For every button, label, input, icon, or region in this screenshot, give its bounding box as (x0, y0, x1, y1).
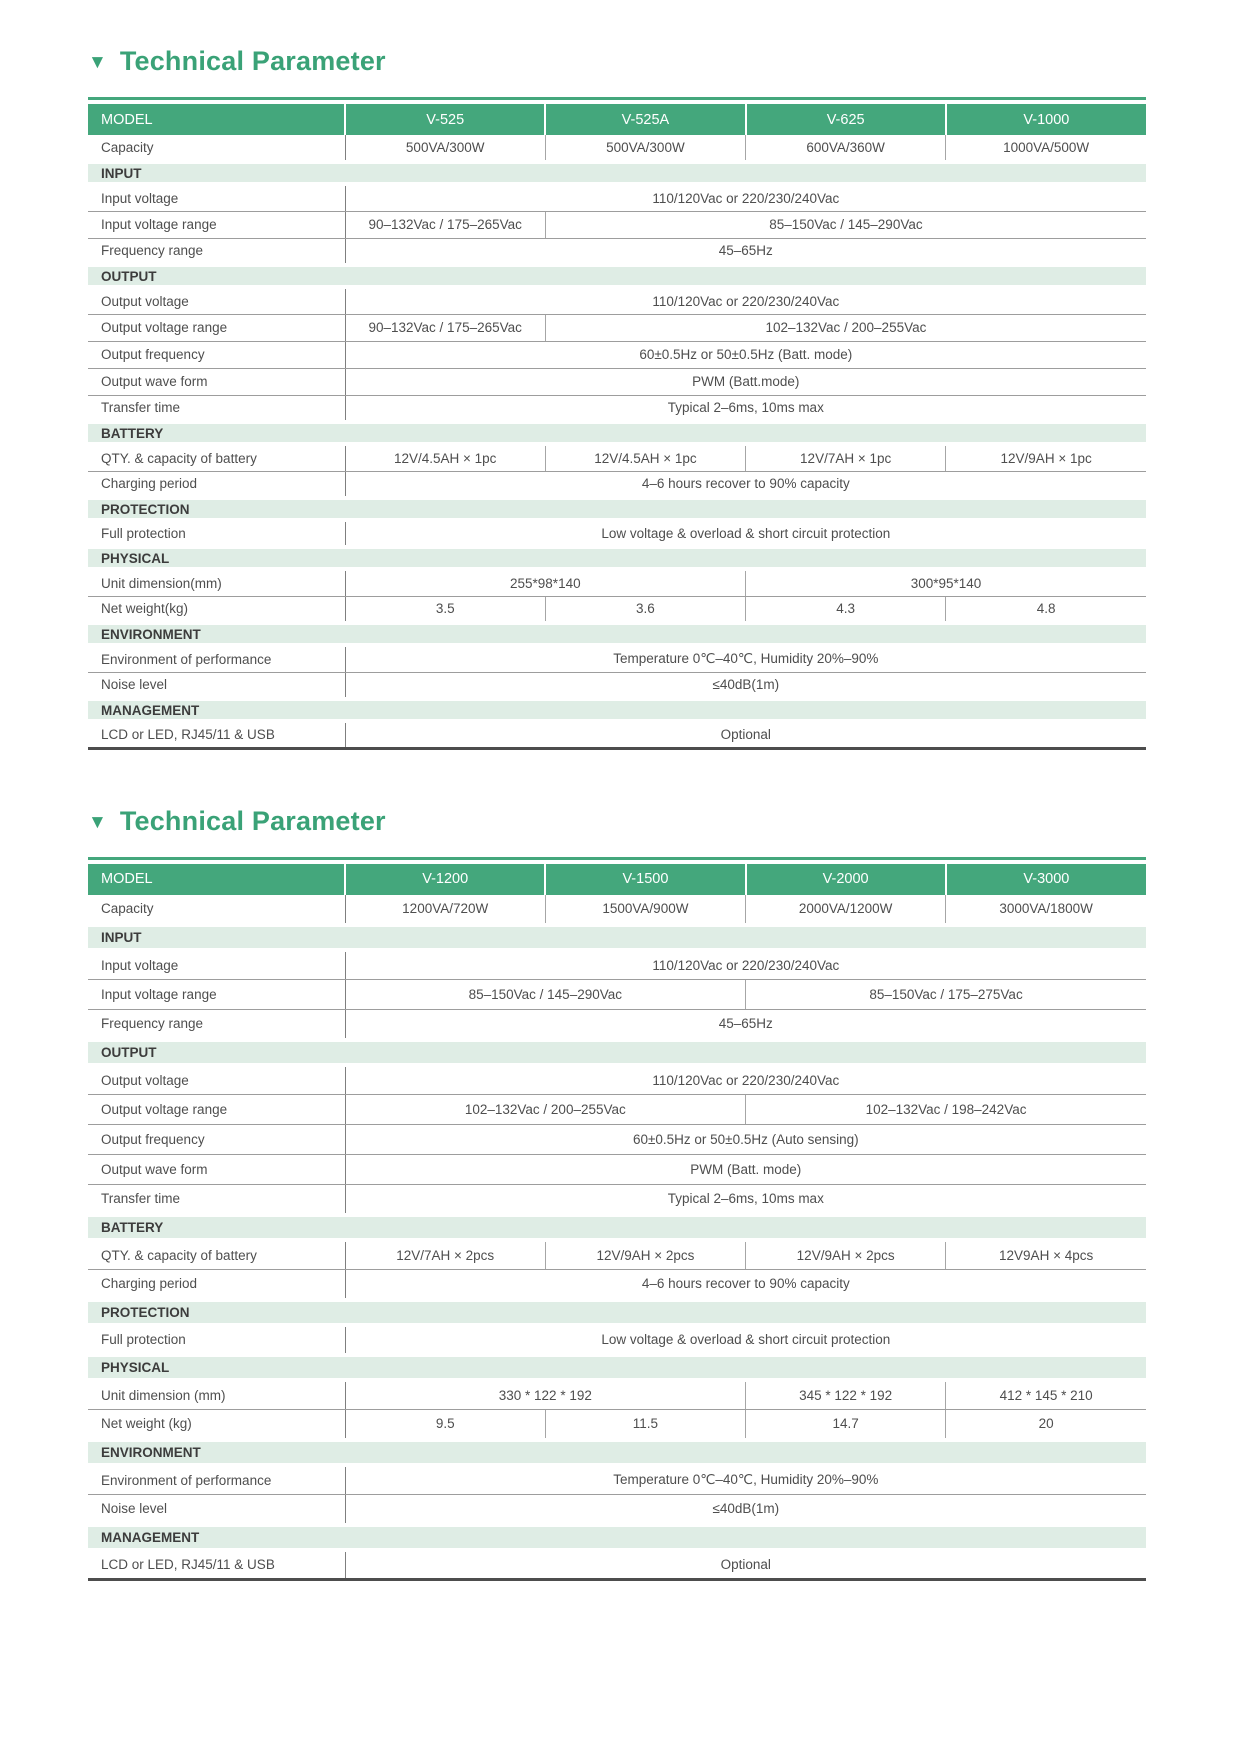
page-title-2: Technical Parameter (119, 805, 386, 836)
model-column-header: V-2000 (746, 864, 946, 895)
section-row (88, 498, 1146, 520)
section-header: MANAGEMENT (88, 699, 1146, 721)
model-column-header: V-3000 (946, 864, 1146, 895)
spec-value: 9.5 (345, 1410, 545, 1440)
spec-value: 4.3 (746, 596, 946, 623)
spec-row (88, 1065, 1146, 1095)
spec-row (88, 1095, 1146, 1125)
row-label: Environment of performance (88, 1465, 345, 1495)
spec-value: Temperature 0℃–40℃, Humidity 20%–90% (345, 1465, 1146, 1495)
spec-value: 14.7 (746, 1410, 946, 1440)
spec-row (88, 341, 1146, 368)
row-label: Input voltage (88, 950, 345, 980)
section-row (88, 623, 1146, 645)
model-column-header: V-625 (746, 104, 946, 135)
row-label: Capacity (88, 895, 345, 925)
spec-value: 110/120Vac or 220/230/240Vac (345, 184, 1146, 211)
section-heading-1 (88, 46, 1146, 77)
spec-row (88, 672, 1146, 699)
section-row (88, 265, 1146, 287)
section-heading-2 (88, 806, 1146, 837)
spec-row (88, 395, 1146, 422)
row-label: LCD or LED, RJ45/11 & USB (88, 721, 345, 748)
spec-value: 2000VA/1200W (746, 895, 946, 925)
spec-value: 3.6 (545, 596, 745, 623)
triangle-marker-icon: ▼ (88, 52, 107, 73)
spec-row (88, 444, 1146, 471)
section-header: OUTPUT (88, 1040, 1146, 1065)
spec-row (88, 135, 1146, 162)
spec-row (88, 368, 1146, 395)
spec-value: 345 * 122 * 192 (746, 1380, 946, 1410)
spec-row (88, 1240, 1146, 1270)
row-label: Net weight(kg) (88, 596, 345, 623)
row-label: QTY. & capacity of battery (88, 444, 345, 471)
row-label: Charging period (88, 471, 345, 498)
section-header: MANAGEMENT (88, 1525, 1146, 1550)
spec-value: 600VA/360W (746, 135, 946, 162)
spec-table-container-1 (88, 104, 1146, 750)
spec-row (88, 645, 1146, 672)
spec-value: 90–132Vac / 175–265Vac (345, 314, 545, 341)
spec-value: 85–150Vac / 145–290Vac (545, 211, 1146, 238)
spec-value: 3000VA/1800W (946, 895, 1146, 925)
spec-value: 12V/4.5AH × 1pc (545, 444, 745, 471)
spec-value: 110/120Vac or 220/230/240Vac (345, 287, 1146, 314)
section-header: ENVIRONMENT (88, 1440, 1146, 1465)
section-row (88, 1300, 1146, 1325)
row-label: Output voltage (88, 1065, 345, 1095)
spec-value: 300*95*140 (746, 569, 1146, 596)
spec-row (88, 1465, 1146, 1495)
row-label: LCD or LED, RJ45/11 & USB (88, 1550, 345, 1580)
model-label-header: MODEL (88, 104, 345, 135)
spec-value: 102–132Vac / 200–255Vac (345, 1095, 745, 1125)
row-label: Charging period (88, 1270, 345, 1300)
spec-value: 12V/9AH × 1pc (946, 444, 1146, 471)
spec-value: 102–132Vac / 198–242Vac (746, 1095, 1146, 1125)
spec-row (88, 314, 1146, 341)
spec-value: 12V/4.5AH × 1pc (345, 444, 545, 471)
spec-value: 11.5 (545, 1410, 745, 1440)
section-header: PROTECTION (88, 498, 1146, 520)
row-label: Output frequency (88, 1125, 345, 1155)
model-column-header: V-1200 (345, 864, 545, 895)
spec-value: 85–150Vac / 175–275Vac (746, 980, 1146, 1010)
section-header: INPUT (88, 162, 1146, 184)
spec-row (88, 1185, 1146, 1215)
spec-value: 60±0.5Hz or 50±0.5Hz (Batt. mode) (345, 341, 1146, 368)
spec-row (88, 1550, 1146, 1580)
model-column-header: V-1000 (946, 104, 1146, 135)
spec-row (88, 471, 1146, 498)
spec-value: 110/120Vac or 220/230/240Vac (345, 950, 1146, 980)
spec-row (88, 1155, 1146, 1185)
table-top-rule (88, 97, 1146, 100)
row-label: Unit dimension (mm) (88, 1380, 345, 1410)
spec-row (88, 211, 1146, 238)
row-label: Noise level (88, 672, 345, 699)
spec-row (88, 895, 1146, 925)
section-row (88, 1355, 1146, 1380)
row-label: Output wave form (88, 368, 345, 395)
spec-value: 12V/7AH × 1pc (746, 444, 946, 471)
spec-value: 12V9AH × 4pcs (946, 1240, 1146, 1270)
section-row (88, 422, 1146, 444)
spec-value: Low voltage & overload & short circuit protection (345, 1325, 1146, 1355)
model-column-header: V-525A (545, 104, 745, 135)
spec-value: 85–150Vac / 145–290Vac (345, 980, 745, 1010)
row-label: Environment of performance (88, 645, 345, 672)
spec-value: 4–6 hours recover to 90% capacity (345, 1270, 1146, 1300)
spec-value: 20 (946, 1410, 1146, 1440)
row-label: Output voltage range (88, 1095, 345, 1125)
spec-value: 45–65Hz (345, 1010, 1146, 1040)
section-header: PHYSICAL (88, 547, 1146, 569)
spec-value: 45–65Hz (345, 238, 1146, 265)
row-label: Unit dimension(mm) (88, 569, 345, 596)
spec-row (88, 980, 1146, 1010)
spec-row (88, 1380, 1146, 1410)
spec-value: Low voltage & overload & short circuit protection (345, 520, 1146, 547)
section-row (88, 162, 1146, 184)
model-header-row (88, 864, 1146, 895)
row-label: Noise level (88, 1495, 345, 1525)
spec-value: 110/120Vac or 220/230/240Vac (345, 1065, 1146, 1095)
row-label: Output voltage range (88, 314, 345, 341)
spec-value: 12V/9AH × 2pcs (545, 1240, 745, 1270)
triangle-marker-icon: ▼ (88, 811, 107, 833)
spec-value: Typical 2–6ms, 10ms max (345, 395, 1146, 422)
section-row (88, 547, 1146, 569)
section-header: OUTPUT (88, 265, 1146, 287)
technical-parameter-table (88, 864, 1146, 1582)
technical-parameter-table (88, 104, 1146, 750)
spec-value: 90–132Vac / 175–265Vac (345, 211, 545, 238)
section-header: PROTECTION (88, 1300, 1146, 1325)
spec-value: 60±0.5Hz or 50±0.5Hz (Auto sensing) (345, 1125, 1146, 1155)
spec-row (88, 1010, 1146, 1040)
section-row (88, 1525, 1146, 1550)
row-label: Output voltage (88, 287, 345, 314)
spec-row (88, 1410, 1146, 1440)
section-header: ENVIRONMENT (88, 623, 1146, 645)
row-label: Full protection (88, 520, 345, 547)
spec-row (88, 287, 1146, 314)
spec-value: 1200VA/720W (345, 895, 545, 925)
spec-value: 4–6 hours recover to 90% capacity (345, 471, 1146, 498)
spec-value: 102–132Vac / 200–255Vac (545, 314, 1146, 341)
spec-value: 500VA/300W (545, 135, 745, 162)
row-label: Frequency range (88, 1010, 345, 1040)
row-label: Frequency range (88, 238, 345, 265)
spec-value: Optional (345, 721, 1146, 748)
spec-value: Optional (345, 1550, 1146, 1580)
row-label: Net weight (kg) (88, 1410, 345, 1440)
section-row (88, 699, 1146, 721)
spec-value: 1500VA/900W (545, 895, 745, 925)
model-label-header: MODEL (88, 864, 345, 895)
section-header: INPUT (88, 925, 1146, 950)
spec-value: 412 * 145 * 210 (946, 1380, 1146, 1410)
row-label: Capacity (88, 135, 345, 162)
row-label: Full protection (88, 1325, 345, 1355)
spec-row (88, 950, 1146, 980)
spec-row (88, 184, 1146, 211)
spec-row (88, 238, 1146, 265)
section-row (88, 925, 1146, 950)
section-row (88, 1040, 1146, 1065)
row-label: Input voltage range (88, 980, 345, 1010)
row-label: Transfer time (88, 1185, 345, 1215)
section-header: PHYSICAL (88, 1355, 1146, 1380)
table-top-rule (88, 857, 1146, 860)
spec-value: 12V/9AH × 2pcs (746, 1240, 946, 1270)
model-header-row (88, 104, 1146, 135)
spec-table-container-2 (88, 864, 1146, 1582)
row-label: QTY. & capacity of battery (88, 1240, 345, 1270)
model-column-header: V-525 (345, 104, 545, 135)
spec-value: PWM (Batt.mode) (345, 368, 1146, 395)
spec-value: 1000VA/500W (946, 135, 1146, 162)
page-title-1: Technical Parameter (119, 46, 386, 76)
spec-row (88, 1325, 1146, 1355)
spec-value: 4.8 (946, 596, 1146, 623)
spec-row (88, 1495, 1146, 1525)
spec-value: Typical 2–6ms, 10ms max (345, 1185, 1146, 1215)
spec-row (88, 721, 1146, 748)
spec-row (88, 569, 1146, 596)
spec-value: 255*98*140 (345, 569, 745, 596)
section-header: BATTERY (88, 422, 1146, 444)
row-label: Output frequency (88, 341, 345, 368)
spec-value: PWM (Batt. mode) (345, 1155, 1146, 1185)
spec-value: 330 * 122 * 192 (345, 1380, 745, 1410)
spec-value: Temperature 0℃–40℃, Humidity 20%–90% (345, 645, 1146, 672)
section-row (88, 1215, 1146, 1240)
row-label: Transfer time (88, 395, 345, 422)
spec-value: 500VA/300W (345, 135, 545, 162)
spec-row (88, 1270, 1146, 1300)
spec-value: 12V/7AH × 2pcs (345, 1240, 545, 1270)
row-label: Input voltage range (88, 211, 345, 238)
spec-value: 3.5 (345, 596, 545, 623)
spec-row (88, 1125, 1146, 1155)
spec-value: ≤40dB(1m) (345, 672, 1146, 699)
row-label: Input voltage (88, 184, 345, 211)
spec-row (88, 596, 1146, 623)
section-row (88, 1440, 1146, 1465)
row-label: Output wave form (88, 1155, 345, 1185)
model-column-header: V-1500 (545, 864, 745, 895)
spec-value: ≤40dB(1m) (345, 1495, 1146, 1525)
spec-row (88, 520, 1146, 547)
section-header: BATTERY (88, 1215, 1146, 1240)
